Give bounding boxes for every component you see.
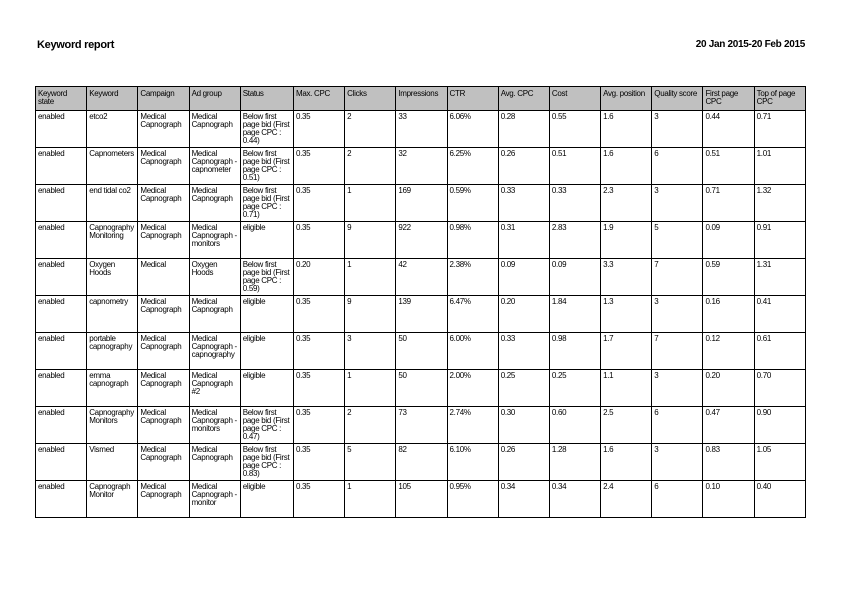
table-cell: 0.35 xyxy=(293,370,344,407)
table-cell: 0.35 xyxy=(293,444,344,481)
column-header: Avg. position xyxy=(601,87,652,111)
table-cell: eligible xyxy=(240,481,293,518)
table-cell: 0.90 xyxy=(754,407,805,444)
table-cell: enabled xyxy=(36,407,87,444)
table-cell: 1 xyxy=(345,185,396,222)
table-cell: 7 xyxy=(652,259,703,296)
table-cell: Medical Capnograph xyxy=(138,185,189,222)
column-header: Ad group xyxy=(189,87,240,111)
table-cell: Medical Capnograph xyxy=(138,407,189,444)
report-date-range: 20 Jan 2015-20 Feb 2015 xyxy=(695,39,805,50)
table-cell: 1.9 xyxy=(601,222,652,259)
table-cell: 32 xyxy=(396,148,447,185)
table-cell: 0.98 xyxy=(549,333,600,370)
table-cell: 0.34 xyxy=(498,481,549,518)
table-cell: 0.33 xyxy=(549,185,600,222)
table-cell: capnometry xyxy=(87,296,138,333)
table-cell: eligible xyxy=(240,296,293,333)
table-cell: 0.60 xyxy=(549,407,600,444)
table-cell: enabled xyxy=(36,370,87,407)
table-cell: 1.7 xyxy=(601,333,652,370)
table-cell: 0.55 xyxy=(549,111,600,148)
table-cell: 1.3 xyxy=(601,296,652,333)
table-cell: 0.20 xyxy=(293,259,344,296)
table-cell: 42 xyxy=(396,259,447,296)
table-cell: 0.83 xyxy=(703,444,754,481)
table-cell: 1.32 xyxy=(754,185,805,222)
table-row xyxy=(36,111,806,148)
column-header: Cost xyxy=(549,87,600,111)
table-cell: 3 xyxy=(652,185,703,222)
table-cell: 0.40 xyxy=(754,481,805,518)
table-cell: Capnography Monitors xyxy=(87,407,138,444)
table-cell: 0.35 xyxy=(293,111,344,148)
table-cell: 3 xyxy=(652,370,703,407)
table-cell: 0.25 xyxy=(549,370,600,407)
table-cell: 2 xyxy=(345,148,396,185)
table-cell: 0.44 xyxy=(703,111,754,148)
table-cell: Medical Capnograph xyxy=(138,148,189,185)
table-cell: 9 xyxy=(345,296,396,333)
table-cell: Capnometers xyxy=(87,148,138,185)
report-title: Keyword report xyxy=(37,39,115,51)
table-cell: Below first page bid (First page CPC : 0.59) xyxy=(240,259,293,296)
table-cell: 0.98% xyxy=(447,222,498,259)
table-cell: 6 xyxy=(652,481,703,518)
table-row xyxy=(36,148,806,185)
table-cell: 5 xyxy=(345,444,396,481)
table-cell: enabled xyxy=(36,222,87,259)
table-row xyxy=(36,296,806,333)
column-header: CTR xyxy=(447,87,498,111)
table-cell: Below first page bid (First page CPC : 0.44) xyxy=(240,111,293,148)
table-cell: 0.25 xyxy=(498,370,549,407)
table-cell: 1.28 xyxy=(549,444,600,481)
table-cell: 6 xyxy=(652,148,703,185)
table-cell: 0.35 xyxy=(293,185,344,222)
table-cell: 0.26 xyxy=(498,444,549,481)
table-body xyxy=(36,111,806,518)
table-cell: 3.3 xyxy=(601,259,652,296)
table-cell: 82 xyxy=(396,444,447,481)
table-cell: 2.38% xyxy=(447,259,498,296)
column-header: Top of page CPC xyxy=(754,87,805,111)
column-header: Status xyxy=(240,87,293,111)
table-header-row xyxy=(36,87,806,111)
column-header: Avg. CPC xyxy=(498,87,549,111)
table-cell: 50 xyxy=(396,333,447,370)
table-cell: 0.51 xyxy=(549,148,600,185)
table-cell: eligible xyxy=(240,222,293,259)
table-cell: 3 xyxy=(345,333,396,370)
table-cell: 1.84 xyxy=(549,296,600,333)
table-cell: 7 xyxy=(652,333,703,370)
table-cell: 169 xyxy=(396,185,447,222)
table-cell: 9 xyxy=(345,222,396,259)
table-cell: 0.35 xyxy=(293,148,344,185)
table-cell: Medical Capnograph xyxy=(189,185,240,222)
table-row xyxy=(36,259,806,296)
table-row xyxy=(36,481,806,518)
table-cell: 6.06% xyxy=(447,111,498,148)
table-cell: enabled xyxy=(36,444,87,481)
table-cell: enabled xyxy=(36,111,87,148)
table-cell: enabled xyxy=(36,481,87,518)
table-cell: 0.16 xyxy=(703,296,754,333)
table-cell: 3 xyxy=(652,444,703,481)
table-cell: 0.59 xyxy=(703,259,754,296)
table-cell: 2 xyxy=(345,407,396,444)
table-cell: 5 xyxy=(652,222,703,259)
table-cell: Capnograph Monitor xyxy=(87,481,138,518)
table-cell: 0.28 xyxy=(498,111,549,148)
table-cell: 0.70 xyxy=(754,370,805,407)
table-cell: 0.26 xyxy=(498,148,549,185)
table-cell: 6.47% xyxy=(447,296,498,333)
column-header: Impressions xyxy=(396,87,447,111)
table-cell: enabled xyxy=(36,185,87,222)
table-cell: 0.51 xyxy=(703,148,754,185)
table-cell: Medical Capnograph xyxy=(138,370,189,407)
table-cell: 0.10 xyxy=(703,481,754,518)
table-cell: 6.10% xyxy=(447,444,498,481)
table-cell: 0.35 xyxy=(293,296,344,333)
table-cell: enabled xyxy=(36,333,87,370)
table-cell: 0.30 xyxy=(498,407,549,444)
table-cell: 0.35 xyxy=(293,407,344,444)
table-cell: 1.6 xyxy=(601,111,652,148)
table-cell: 1.1 xyxy=(601,370,652,407)
table-row xyxy=(36,407,806,444)
table-row xyxy=(36,185,806,222)
column-header: First page CPC xyxy=(703,87,754,111)
table-row xyxy=(36,444,806,481)
table-cell: 1.31 xyxy=(754,259,805,296)
table-row xyxy=(36,370,806,407)
table-cell: Medical Capnograph #2 xyxy=(189,370,240,407)
table-cell: 2.83 xyxy=(549,222,600,259)
table-cell: enabled xyxy=(36,148,87,185)
table-cell: 2.3 xyxy=(601,185,652,222)
table-cell: 1 xyxy=(345,259,396,296)
table-cell: eligible xyxy=(240,333,293,370)
table-cell: 0.09 xyxy=(498,259,549,296)
table-cell: 0.09 xyxy=(549,259,600,296)
table-cell: 6 xyxy=(652,407,703,444)
table-cell: Below first page bid (First page CPC : 0.47) xyxy=(240,407,293,444)
table-cell: Medical Capnograph xyxy=(138,296,189,333)
table-cell: 0.47 xyxy=(703,407,754,444)
column-header: Max. CPC xyxy=(293,87,344,111)
table-cell: 1.01 xyxy=(754,148,805,185)
table-cell: 73 xyxy=(396,407,447,444)
table-cell: enabled xyxy=(36,296,87,333)
column-header: Quality score xyxy=(652,87,703,111)
table-cell: 2.5 xyxy=(601,407,652,444)
table-cell: 2.4 xyxy=(601,481,652,518)
column-header: Keyword xyxy=(87,87,138,111)
table-cell: 0.33 xyxy=(498,185,549,222)
table-cell: 0.59% xyxy=(447,185,498,222)
table-cell: 0.71 xyxy=(754,111,805,148)
table-cell: 0.31 xyxy=(498,222,549,259)
table-cell: 105 xyxy=(396,481,447,518)
table-cell: 3 xyxy=(652,296,703,333)
table-cell: 2.74% xyxy=(447,407,498,444)
table-cell: Medical Capnograph xyxy=(189,444,240,481)
keyword-report-table xyxy=(35,86,806,518)
table-cell: 2 xyxy=(345,111,396,148)
table-cell: Medical Capnograph - monitors xyxy=(189,222,240,259)
table-cell: 0.12 xyxy=(703,333,754,370)
table-row xyxy=(36,333,806,370)
table-cell: 0.09 xyxy=(703,222,754,259)
table-cell: portable capnography xyxy=(87,333,138,370)
table-cell: 50 xyxy=(396,370,447,407)
table-cell: Medical Capnograph - monitors xyxy=(189,407,240,444)
table-cell: Below first page bid (First page CPC : 0.51) xyxy=(240,148,293,185)
table-cell: 1 xyxy=(345,481,396,518)
table-cell: Medical Capnograph xyxy=(189,111,240,148)
table-cell: 0.34 xyxy=(549,481,600,518)
column-header: Campaign xyxy=(138,87,189,111)
table-cell: 0.35 xyxy=(293,481,344,518)
column-header: Clicks xyxy=(345,87,396,111)
table-cell: enabled xyxy=(36,259,87,296)
table-cell: Medical Capnograph - capnometer xyxy=(189,148,240,185)
table-cell: 0.33 xyxy=(498,333,549,370)
table-cell: 922 xyxy=(396,222,447,259)
table-cell: Medical Capnograph - capnography xyxy=(189,333,240,370)
table-cell: 0.41 xyxy=(754,296,805,333)
table-cell: 0.35 xyxy=(293,333,344,370)
table-cell: 0.95% xyxy=(447,481,498,518)
table-cell: Below first page bid (First page CPC : 0.71) xyxy=(240,185,293,222)
table-cell: 0.35 xyxy=(293,222,344,259)
table-cell: eligible xyxy=(240,370,293,407)
table-cell: Medical Capnograph xyxy=(138,444,189,481)
table-cell: Capnography Monitoring xyxy=(87,222,138,259)
table-cell: Oxygen Hoods xyxy=(87,259,138,296)
table-cell: Vismed xyxy=(87,444,138,481)
table-cell: 2.00% xyxy=(447,370,498,407)
table-cell: Medical xyxy=(138,259,189,296)
table-cell: Medical Capnograph xyxy=(138,333,189,370)
table-cell: 3 xyxy=(652,111,703,148)
table-cell: 139 xyxy=(396,296,447,333)
table-cell: etco2 xyxy=(87,111,138,148)
table-cell: Medical Capnograph xyxy=(189,296,240,333)
table-cell: 6.00% xyxy=(447,333,498,370)
table-cell: 0.71 xyxy=(703,185,754,222)
table-cell: 33 xyxy=(396,111,447,148)
table-cell: 0.20 xyxy=(703,370,754,407)
table-cell: 0.20 xyxy=(498,296,549,333)
table-cell: 0.91 xyxy=(754,222,805,259)
column-header: Keyword state xyxy=(36,87,87,111)
table-cell: 0.61 xyxy=(754,333,805,370)
table-cell: Oxygen Hoods xyxy=(189,259,240,296)
table-cell: Below first page bid (First page CPC : 0.83) xyxy=(240,444,293,481)
table-cell: 1.05 xyxy=(754,444,805,481)
table-cell: end tidal co2 xyxy=(87,185,138,222)
table-cell: Medical Capnograph xyxy=(138,111,189,148)
table-cell: 1.6 xyxy=(601,444,652,481)
table-row xyxy=(36,222,806,259)
table-cell: emma capnograph xyxy=(87,370,138,407)
table-cell: 6.25% xyxy=(447,148,498,185)
table-cell: Medical Capnograph xyxy=(138,481,189,518)
table-cell: Medical Capnograph xyxy=(138,222,189,259)
table-cell: 1 xyxy=(345,370,396,407)
table-cell: 1.6 xyxy=(601,148,652,185)
table-cell: Medical Capnograph - monitor xyxy=(189,481,240,518)
